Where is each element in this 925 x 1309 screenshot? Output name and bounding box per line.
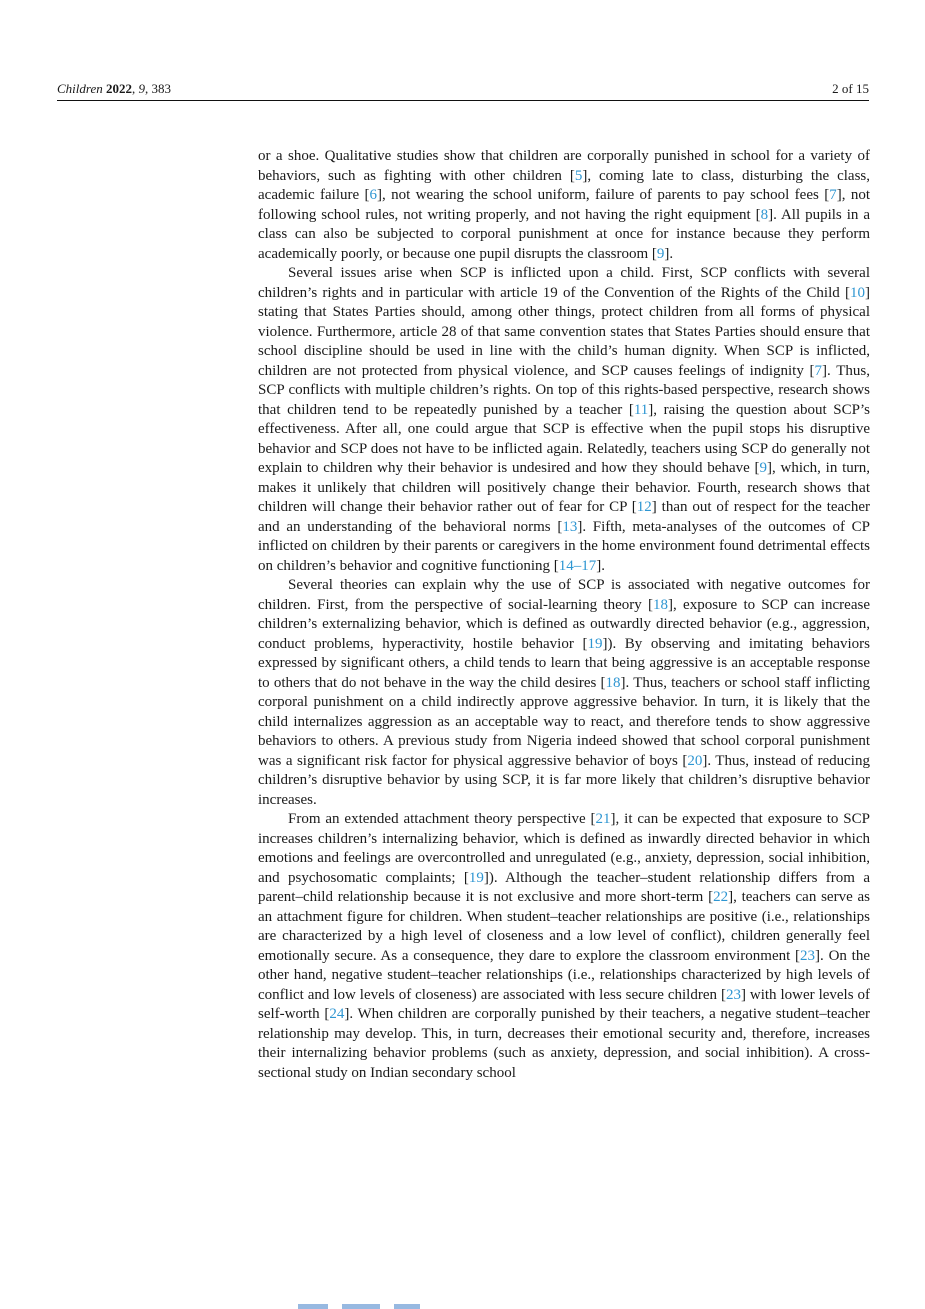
citation-link[interactable]: 23 <box>800 947 816 964</box>
journal-pages: , 383 <box>145 81 171 96</box>
citation-link[interactable]: 6 <box>369 187 378 203</box>
citation-link[interactable]: 14–17 <box>558 557 597 574</box>
citation-link[interactable]: 23 <box>725 986 741 1003</box>
next-page-peek <box>298 1303 420 1309</box>
page-indicator: 2 of 15 <box>832 81 869 96</box>
citation-link[interactable]: 20 <box>687 752 703 769</box>
article-body <box>258 147 870 1083</box>
citation-link[interactable]: 9 <box>759 460 768 476</box>
citation-link[interactable]: 18 <box>605 674 621 691</box>
paragraph: From an extended attachment theory perspective [21], it can be expected that exposure to SCP increases children’s internalizing behavior, which is defined as inwardly directed behavior in which emotions and feelings are overcontrolled and unregulated (e.g., anxiety, depression, social inhibition, and psychosomatic complaints; [19]). Although the teacher–student relationship differs from a parent–child relationship because it is not exclusive and more short-term [22], teachers can serve as an attachment figure for children. When student–teacher relationships are positive (i.e., relationships are characterized by a high level of closeness and a low level of conflict), children generally feel emotionally secure. As a consequence, they dare to explore the classroom environment [23]. On the other hand, negative student–teacher relationships (i.e., relationships characterized by high levels of conflict and low levels of closeness) are associated with less secure children [23] with lower levels of self-worth [24]. When children are corporally punished by their teachers, a negative student–teacher relationship may develop. This, in turn, decreases their emotional security and, therefore, increases their internalizing behavior problems (such as anxiety, depression, and social inhibition). A cross-sectional study on Indian secondary school <box>258 811 870 1081</box>
header-rule <box>57 100 869 101</box>
paragraph: Several theories can explain why the use of SCP is associated with negative outcomes for children. First, from the perspective of social-learning theory [18], exposure to SCP can increase children’s externalizing behavior, which is defined as outwardly directed behavior (e.g., aggression, conduct problems, hyperactivity, hostile behavior [19]). By observing and imitating behaviors expressed by significant others, a child tends to learn that being aggressive is an acceptable response to others that do not behave in the way the child desires [18]. Thus, teachers or school staff inflicting corporal punishment on a child indirectly approve aggressive behavior. In turn, it is likely that the child internalizes aggression as an acceptable way to react, and therefore tends to show aggressive behaviors to others. A previous study from Nigeria indeed showed that school corporal punishment was a significant risk factor for physical aggressive behavior of boys [20]. Thus, instead of reducing children’s disruptive behavior by using SCP, it is far more likely that children’s disruptive behavior increases. <box>258 577 870 808</box>
citation-link[interactable]: 10 <box>850 284 865 301</box>
citation-link[interactable]: 13 <box>562 518 578 535</box>
citation-link[interactable]: 8 <box>760 206 769 223</box>
citation-link[interactable]: 18 <box>653 596 669 613</box>
running-head <box>57 81 869 97</box>
citation-link[interactable]: 21 <box>595 811 611 827</box>
citation-link[interactable]: 24 <box>329 1006 345 1022</box>
journal-volume: 9 <box>138 81 145 96</box>
citation-link[interactable]: 22 <box>713 889 729 905</box>
citation-link[interactable]: 12 <box>636 499 652 515</box>
paragraph: Several issues arise when SCP is inflicted upon a child. First, SCP conflicts with several children’s rights and in particular with article 19 of the Convention of the Rights of the Child [10] stating that States Parties should, among other things, protect children from all forms of physical violence. Furthermore, article 28 of that same convention states that States Parties should ensure that school discipline should be used in line with the child’s human dignity. When SCP is inflicted, children are not protected from physical violence, and SCP causes feelings of indignity [7]. Thus, SCP conflicts with multiple children’s rights. On top of this rights-based perspective, research shows that children tend to be repeatedly punished by a teacher [11], raising the question about SCP’s effectiveness. After all, one could argue that SCP is effective when the pupil stops his disruptive behavior and SCP does not have to be inflicted again. Relatedly, teachers using SCP do generally not explain to children why their behavior is undesired and how they should behave [9], which, in turn, makes it unlikely that children will positively change their behavior. Fourth, research shows that children will change their behavior rather out of fear for CP [12] than out of respect for the teacher and an understanding of the behavioral norms [13]. Fifth, meta-analyses of the outcomes of CP inflicted on children by their parents or caregivers in the home environment found detrimental effects on children’s behavior and cognitive functioning [14–17]. <box>258 265 870 574</box>
citation-link[interactable]: 9 <box>656 245 665 262</box>
cutoff-fragment <box>342 1304 380 1309</box>
citation-link[interactable]: 19 <box>587 635 603 652</box>
separator: , <box>132 81 139 96</box>
journal-citation <box>57 81 171 97</box>
citation-link[interactable]: 7 <box>829 187 837 203</box>
paragraph: or a shoe. Qualitative studies show that children are corporally punished in school for a variety of behaviors, such as fighting with other children [5], coming late to class, disturbing the class, academic failure [6], not wearing the school uniform, failure of parents to pay school fees [7], not following school rules, not writing properly, and not having the right equipment [8]. All pupils in a class can also be subjected to corporal punishment at once for instance because they perform academically poorly, or because one pupil disrupts the classroom [9]. <box>258 148 871 262</box>
journal-year: 2022 <box>106 81 132 96</box>
journal-name: Children <box>57 81 103 96</box>
citation-link[interactable]: 5 <box>574 167 583 184</box>
citation-link[interactable]: 19 <box>468 869 484 886</box>
cutoff-fragment <box>394 1304 420 1309</box>
citation-link[interactable]: 11 <box>633 401 649 418</box>
citation-link[interactable]: 7 <box>814 362 823 379</box>
cutoff-fragment <box>298 1304 328 1309</box>
